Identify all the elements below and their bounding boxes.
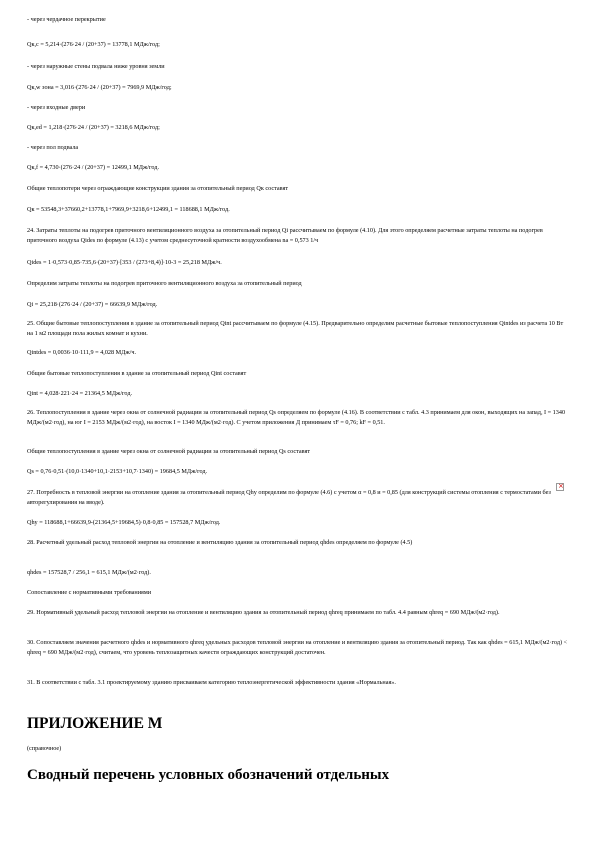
formula-basement-walls: Qк,w зона = 3,016·(276·24 / (20+37) = 7969,9 МДж/год; [27,84,172,91]
list-item-basement-walls: - через наружные стены подвала ниже уровня земли [27,63,165,70]
text-total-heat-loss: Общие теплопотери через ограждающие конструкции здания за отопительный период Qк составят [27,185,289,192]
formula-total-heat-loss: Qк = 53548,3+37660,2+13778,1+7969,9+3218,6+12499,1 = 118688,1 МДж/год. [27,206,230,213]
paragraph-25: 25. Общие бытовые теплопоступления в здание за отопительный период Qint рассчитываем по формуле (4.15). Предварительно определим расчетные бытовые теплопоступления Qintdes из расчета 10 Вт на 1 м2 площади пола жилых комнат и кухни. [27,320,564,337]
text-solar-gains: Общие теплопоступления в здание через окна от солнечной радиации за отопительный период Qs составят [27,448,311,455]
formula-qs: Qs = 0,76·0,51·(10,0·1340+10,1·2153+10,7·1340) = 19684,5 МДж/год. [27,468,208,475]
list-item-basement-floor: - через пол подвала [27,144,79,151]
formula-qint: Qint = 4,028·221·24 = 21364,5 МДж/год. [27,390,133,397]
text-ventilation-heat: Определим затраты теплоты на подогрев приточного вентиляционного воздуха за отопительный период [27,280,302,287]
formula-qhdes: qhdes = 157528,7 / 256,1 = 615,1 МДж/(м2·год). [27,569,151,576]
appendix-note: (справочное) [27,745,62,752]
paragraph-31: 31. В соответствии с табл. 3.1 проектируемому зданию присваиваем категорию теплоэнергетической эффективности здания «Нормальная». [27,679,396,686]
paragraph-27: 27. Потребность в тепловой энергии на отопление здания за отопительный период Qhy определим по формуле (4.6) с учетом α = 0,8 и = 0,85 (для конструкций системы отопления с термостатами без авторегулирования на вводе). [27,489,551,506]
formula-ceiling: Qк,с = 5,214·(276·24 / (20+37) = 13778,1 МДж/год; [27,41,160,48]
heading-comparison: Сопоставление с нормативными требованиями [27,589,152,596]
paragraph-26: 26. Теплопоступления в здание через окна от солнечной радиации за отопительный период Qs определяем по формуле (4.16). В соответствии с табл. 4.3 принимаем для окон, выходящих на запад, I = 1340 МДж/(м2·год), на юг I = 2153 МДж/(м2·год), на восток I = 1340 МДж/(м2·год). С учетом приложения Д принимаем τF = 0,76; kF = 0,51. [27,409,566,426]
appendix-subtitle: Сводный перечень условных обозначений отдельных [27,767,390,783]
formula-qhy: Qhy = 118688,1+66639,9-(21364,5+19684,5)·0,8·0,85 = 157528,7 МДж/год. [27,519,221,526]
paragraph-28: 28. Расчетный удельный расход тепловой энергии на отопление и вентиляцию здания за отопительный период qhdes определяем по формуле (4.5) [27,539,413,546]
formula-qi: Qi = 25,218·(276·24 / (20+37) = 66639,9 МДж/год. [27,301,158,308]
formula-qides: Qides = 1·0,573·0,85·735,6·(20+37)·[353 / (273+8,4)]·10-3 = 25,218 МДж/ч. [27,259,222,266]
paragraph-29: 29. Нормативный удельный расход тепловой энергии на отопление и вентиляцию здания за отопительный период qhreq принимаем по табл. 4.4 равным qhreq = 690 МДж/(м2·год). [27,609,500,616]
appendix-title: ПРИЛОЖЕНИЕ М [27,715,163,732]
paragraph-24 [27,226,568,245]
list-item-doors: - через входные двери [27,104,86,111]
paragraph-24-text: 24. Затраты теплоты на подогрев приточного вентиляционного воздуха за отопительный период Qi рассчитываем по формуле (4.10). Для этого определяем расчетные затраты теплоты на подогрев приточного воздуха Qides по формуле (4.13) с учетом среднесуточной кратности воздухообмена na = 0,573 1/ч [27,227,543,244]
list-item-ceiling: - через чердачное перекрытие [27,16,106,23]
formula-doors: Qк,ed = 1,218·(276·24 / (20+37) = 3218,6 МДж/год; [27,124,160,131]
formula-basement-floor: Qк,f = 4,730·(276·24 / (20+37) = 12499,1 МДж/год. [27,164,159,171]
text-internal-gains: Общие бытовые теплопоступления в здание за отопительный период Qint составят [27,370,247,377]
formula-qintdes: Qintdes = 0,0036·10·111,9 = 4,028 МДж/ч. [27,349,137,356]
broken-image-icon: × [558,482,564,490]
paragraph-30: 30. Сопоставляем значения расчетного qhdes и нормативного qhreq удельных расходов тепловой энергии на отопление и вентиляцию здания за отопительный период. Так как qhdes = 615,1 МДж/(м2·год) < qhreq = 690 МДж/(м2·год), считаем, что уровень теплозащитных качеств ограждающих конструкций достаточен. [27,639,568,656]
